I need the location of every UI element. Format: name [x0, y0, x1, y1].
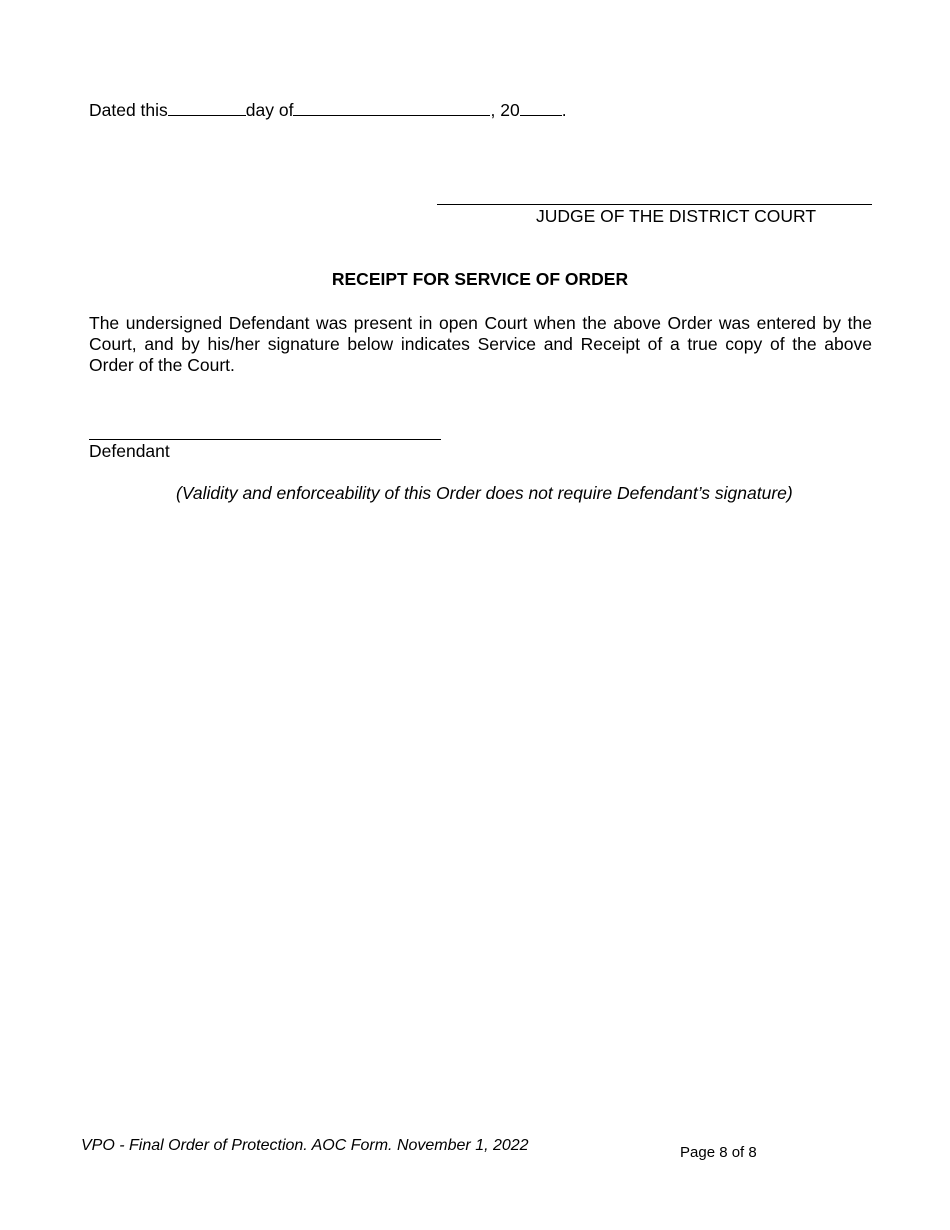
judge-label: JUDGE OF THE DISTRICT COURT [536, 206, 817, 226]
dated-line [89, 98, 567, 121]
footer-page-number: Page 8 of 8 [680, 1144, 757, 1161]
footer-form-text: VPO - Final Order of Protection. AOC Form. November 1, 2022 [81, 1137, 529, 1154]
month-blank[interactable] [293, 98, 490, 116]
receipt-title: RECEIPT FOR SERVICE OF ORDER [331, 269, 629, 289]
year-blank[interactable] [520, 98, 562, 116]
dated-prefix: Dated this [89, 100, 168, 120]
judge-signature-line[interactable] [437, 204, 872, 205]
defendant-label: Defendant [89, 441, 170, 461]
validity-note: (Validity and enforceability of this Order does not require Defendant’s signature) [176, 483, 793, 503]
dated-year-prefix: , 20 [490, 100, 520, 120]
receipt-body: The undersigned Defendant was present in open Court when the above Order was entered by the Court, and by his/her signature below indicates Service and Receipt of a true copy of the above Order of the Court. [89, 313, 872, 375]
defendant-signature-line[interactable] [89, 439, 441, 440]
dated-suffix: . [561, 100, 567, 120]
dated-middle: day of [245, 100, 294, 120]
day-blank[interactable] [168, 98, 246, 116]
